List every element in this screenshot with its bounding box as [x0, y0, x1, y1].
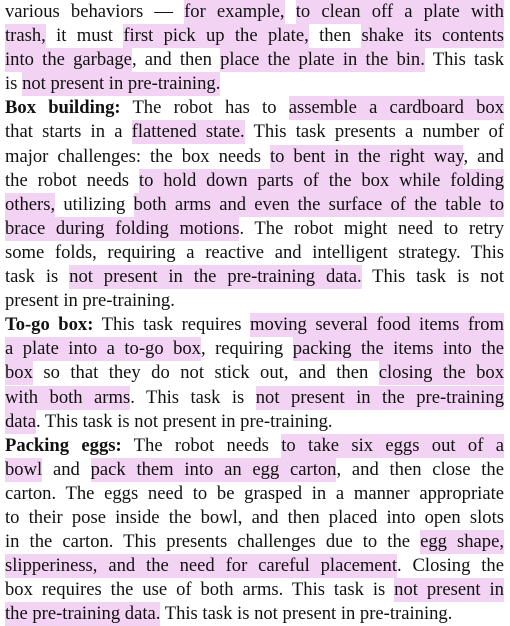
highlighted-text: moving several food items from [250, 314, 504, 336]
highlighted-text: trash, [5, 25, 46, 47]
body-text: . The robot might need to retry [239, 217, 504, 239]
text-line [5, 530, 504, 554]
highlighted-text: the pre-training data. [5, 603, 161, 625]
paragraph [5, 313, 504, 433]
body-text: to their pose inside the bowl, and then placed into open slots [5, 506, 504, 528]
highlighted-text: not present in [394, 579, 504, 601]
body-text: it must [45, 25, 124, 47]
body-text: , and then close the [336, 458, 504, 480]
body-text: , requiring [200, 338, 293, 360]
highlighted-text: packing the items into the [292, 338, 504, 360]
body-text: , and then [131, 49, 221, 71]
highlighted-text: brace during folding motions [5, 217, 240, 239]
highlighted-text: first pick up the plate, [123, 25, 309, 47]
body-text: so that they do not stick out, and then [32, 362, 379, 384]
text-line [5, 337, 504, 361]
highlighted-text: box [5, 362, 33, 384]
text-line [5, 241, 504, 265]
highlighted-text: data [5, 410, 36, 432]
highlighted-text: to hold down parts of the box while folding [138, 169, 504, 191]
body-text [285, 1, 296, 22]
highlighted-text: bowl [5, 458, 43, 480]
body-text: various behaviors — [5, 1, 185, 22]
text-line [5, 120, 504, 144]
body-text: . Closing the [397, 555, 504, 577]
highlighted-text: place the plate in the bin. [220, 49, 425, 71]
body-text: carton. The eggs need to be grasped in a manner appropriate [5, 482, 504, 504]
highlighted-text: both arms and even the surface of the table to [133, 193, 504, 215]
text-line [5, 217, 504, 241]
highlighted-text: not present in pre-training. [22, 73, 221, 95]
body-text: the robot needs [5, 169, 139, 191]
body-text: , and [463, 145, 504, 167]
text-line [5, 482, 504, 506]
body-text: then [308, 25, 362, 47]
body-text: utilizing [55, 193, 134, 215]
highlighted-text: assemble a cardboard box [288, 97, 504, 119]
text-line [5, 145, 504, 169]
section-heading: Packing eggs: [5, 434, 122, 456]
body-text: some folds, requiring a reactive and intelligent strategy. This [5, 241, 504, 263]
body-text: that starts in a [5, 121, 132, 143]
highlighted-text: to clean off a plate with [295, 1, 504, 22]
text-line [5, 72, 504, 96]
highlighted-text: to bent in the right way [269, 145, 464, 167]
text-line [5, 434, 504, 458]
body-text: major challenges: the box needs [5, 145, 270, 167]
text-line [5, 265, 504, 289]
highlighted-text: not present in the pre-training data. [69, 266, 362, 288]
highlighted-text: into the garbage [5, 49, 132, 71]
text-line [5, 96, 504, 120]
body-text: in the carton. This presents challenges due to the [5, 531, 421, 553]
highlighted-text: shake its contents [361, 25, 504, 47]
text-line [5, 602, 504, 626]
text-line [5, 48, 504, 72]
body-text: is [5, 73, 23, 95]
section-heading: Box building: [5, 97, 121, 119]
body-text: This task requires [93, 314, 250, 336]
body-text: task is [5, 266, 70, 288]
body-text: and [42, 458, 91, 480]
text-line [5, 193, 504, 217]
body-text: This task is not present in pre-training. [160, 603, 453, 625]
paragraph [5, 96, 504, 313]
highlighted-text: closing the box [378, 362, 504, 384]
highlighted-text: not present in the pre-training [255, 386, 504, 408]
text-line [5, 578, 504, 602]
body-text: This task [424, 49, 504, 71]
body-text: . This task is [130, 386, 256, 408]
text-line [5, 386, 504, 410]
highlighted-text: pack them into an egg carton [90, 458, 337, 480]
text-line [5, 0, 504, 24]
highlighted-text: for example, [184, 1, 285, 22]
text-line [5, 24, 504, 48]
body-text: box requires the use of both arms. This task is [5, 579, 395, 601]
highlighted-text: flattened state. [131, 121, 245, 143]
text-line [5, 313, 504, 337]
text-line [5, 458, 504, 482]
body-text: The robot has to [120, 97, 289, 119]
text-line [5, 410, 504, 434]
text-line [5, 506, 504, 530]
highlighted-text: others, [5, 193, 56, 215]
body-text: present in pre-training. [5, 290, 175, 312]
paragraph [5, 434, 504, 626]
highlighted-text: a plate into a to-go box [5, 338, 201, 360]
text-line [5, 361, 504, 385]
section-heading: To-go box: [5, 314, 94, 336]
highlighted-text: egg shape, [420, 531, 504, 553]
body-text: . This task is not present in pre-training. [35, 410, 333, 432]
text-line [5, 289, 504, 313]
highlighted-text: to take six eggs out of a [281, 434, 504, 456]
body-text: This task is not [361, 266, 504, 288]
highlighted-text: with both arms [5, 386, 131, 408]
body-text: This task presents a number of [244, 121, 504, 143]
text-line [5, 554, 504, 578]
text-line [5, 169, 504, 193]
body-text: The robot needs [121, 434, 282, 456]
paragraph [5, 0, 504, 96]
highlighted-text: slipperiness, and the need for careful placement [5, 555, 398, 577]
